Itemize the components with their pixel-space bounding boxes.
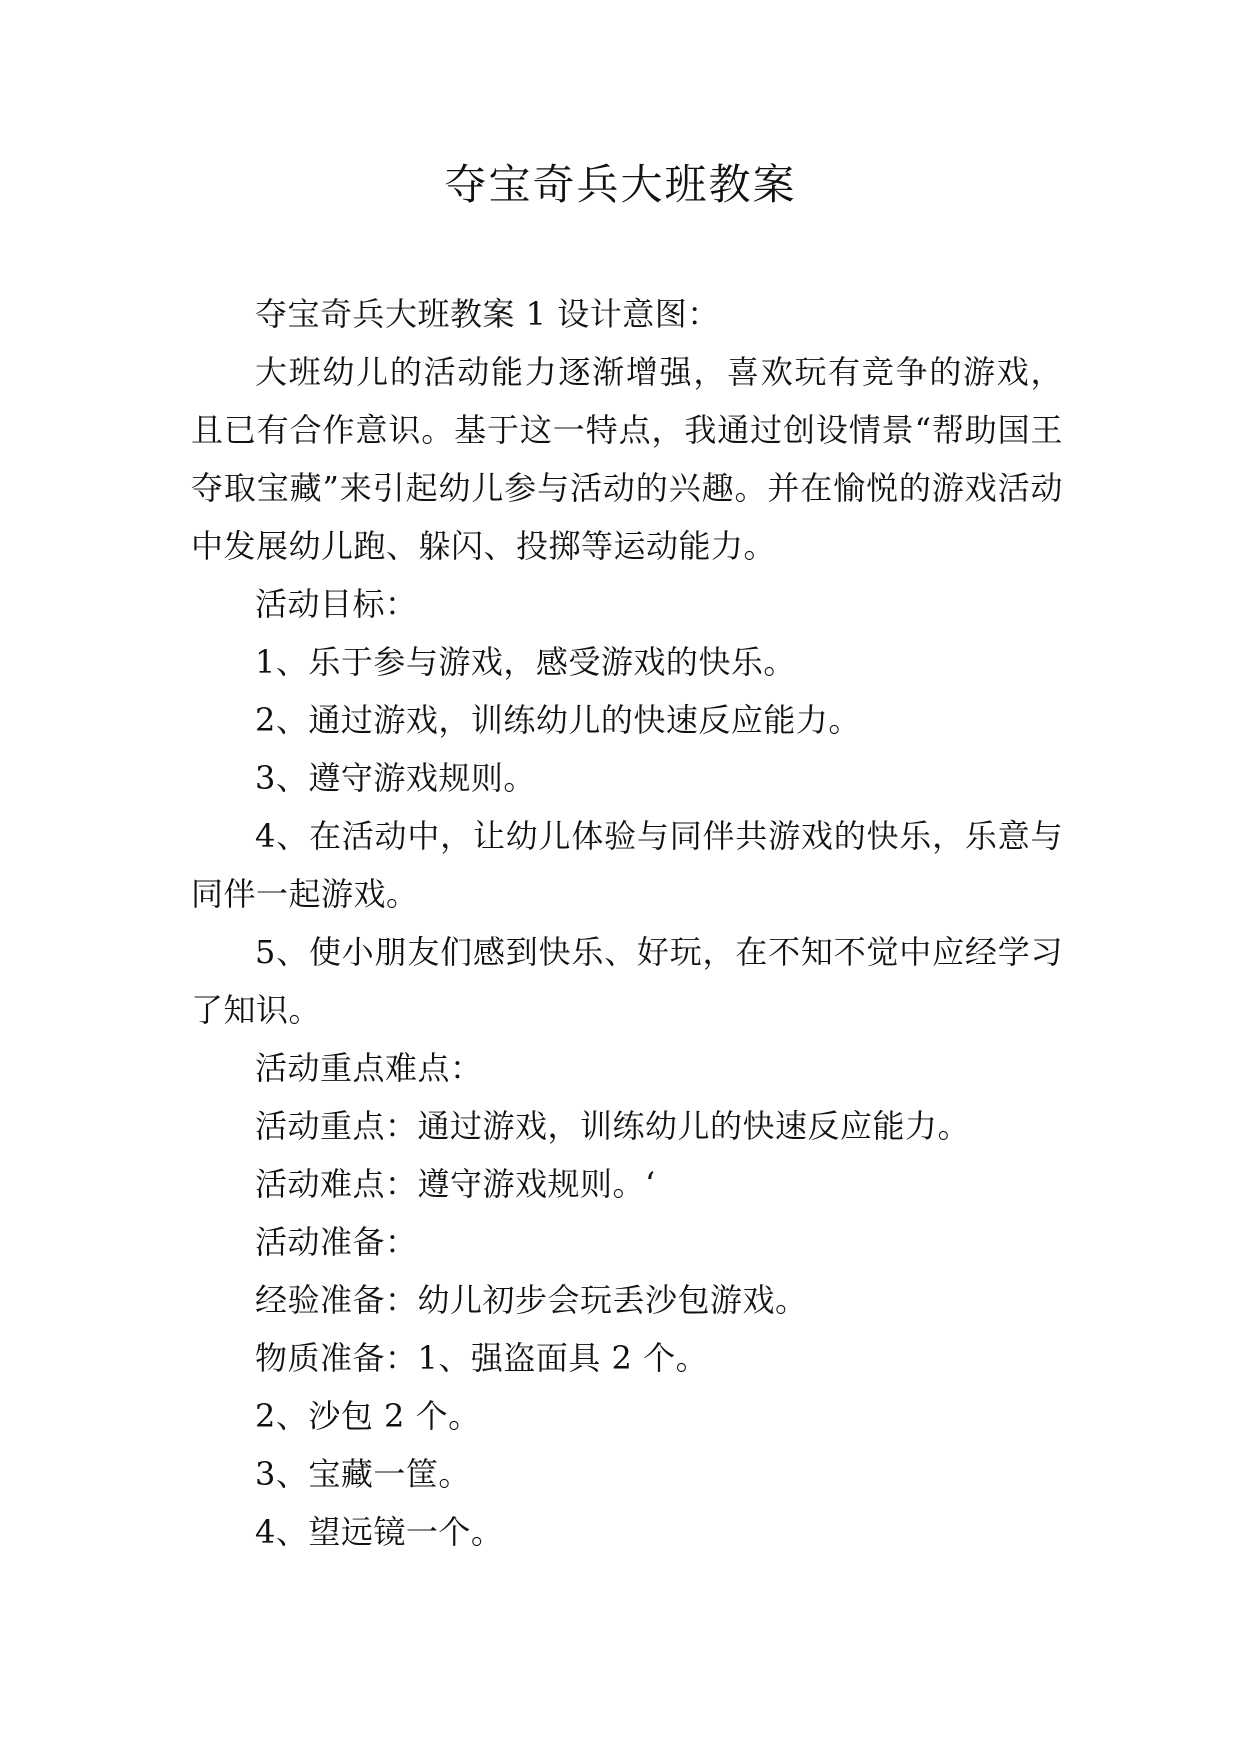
paragraph-preparation-heading: 活动准备： [255, 1223, 418, 1261]
paragraph-objective-4: 4、在活动中，让幼儿体验与同伴共游戏的快乐，乐意与同伴一起游戏。 [191, 817, 1063, 913]
paragraph-difficulty: 活动难点：遵守游戏规则。‘ [255, 1165, 656, 1203]
document-body [191, 285, 1063, 1561]
paragraph-material-preparation-3: 3、宝藏一筐。 [255, 1455, 471, 1493]
paragraph-key-points-heading: 活动重点难点： [255, 1049, 483, 1087]
paragraph-material-preparation-1: 物质准备：1、强盗面具 2 个。 [255, 1339, 709, 1377]
paragraph-objective-3: 3、遵守游戏规则。 [255, 759, 536, 797]
paragraph-objective-2: 2、通过游戏，训练幼儿的快速反应能力。 [255, 701, 861, 739]
paragraph-material-preparation-4: 4、望远镜一个。 [255, 1513, 504, 1551]
paragraph-experience-preparation: 经验准备：幼儿初步会玩丢沙包游戏。 [255, 1281, 808, 1319]
paragraph-design-intent: 大班幼儿的活动能力逐渐增强，喜欢玩有竞争的游戏，且已有合作意识。基于这一特点，我通过创设情景“帮助国王夺取宝藏”来引起幼儿参与活动的兴趣。并在愉悦的游戏活动中发展幼儿跑、躲闪、投掷等运动能力。 [191, 353, 1063, 565]
paragraph-key-point: 活动重点：通过游戏，训练幼儿的快速反应能力。 [255, 1107, 971, 1145]
document-title: 夺宝奇兵大班教案 [444, 160, 797, 209]
paragraph-objective-5: 5、使小朋友们感到快乐、好玩，在不知不觉中应经学习了知识。 [191, 933, 1063, 1029]
paragraph-objective-1: 1、乐于参与游戏，感受游戏的快乐。 [255, 643, 796, 681]
paragraph-design-intent-heading: 夺宝奇兵大班教案 1 设计意图： [255, 295, 720, 333]
paragraph-material-preparation-2: 2、沙包 2 个。 [255, 1397, 481, 1435]
paragraph-objectives-heading: 活动目标： [255, 585, 418, 623]
